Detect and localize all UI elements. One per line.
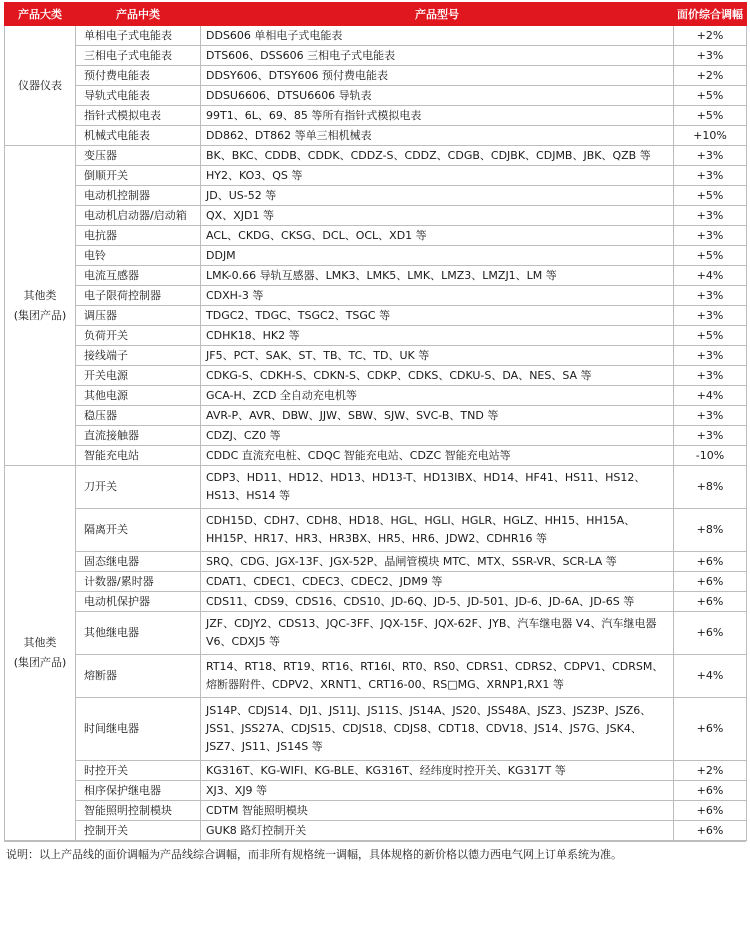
price-adjustment-cell: +3%	[674, 146, 747, 166]
product-model-cell: SRQ、CDG、JGX-13F、JGX-52P、晶闸管模块 MTC、MTX、SSR-VR、SCR-LA 等	[201, 552, 674, 572]
price-adjustment-cell: +3%	[674, 206, 747, 226]
price-adjustment-cell: +6%	[674, 612, 747, 655]
product-model-cell: DD862、DT862 等单三相机械表	[201, 126, 674, 146]
price-adjustment-cell: +4%	[674, 266, 747, 286]
product-model-cell: CDAT1、CDEC1、CDEC3、CDEC2、JDM9 等	[201, 572, 674, 592]
middle-category-cell: 接线端子	[76, 346, 201, 366]
price-adjustment-cell: +3%	[674, 366, 747, 386]
middle-category-cell: 其他继电器	[76, 612, 201, 655]
middle-category-cell: 三相电子式电能表	[76, 46, 201, 66]
product-model-cell: QX、XJD1 等	[201, 206, 674, 226]
middle-category-cell: 熔断器	[76, 655, 201, 698]
middle-category-cell: 电抗器	[76, 226, 201, 246]
product-model-cell: DDSU6606、DTSU6606 导轨表	[201, 86, 674, 106]
product-model-cell: TDGC2、TDGC、TSGC2、TSGC 等	[201, 306, 674, 326]
product-model-cell: CDXH-3 等	[201, 286, 674, 306]
table-row	[5, 106, 747, 126]
middle-category-cell: 时间继电器	[76, 698, 201, 761]
price-adjustment-cell: +4%	[674, 386, 747, 406]
table-row	[5, 246, 747, 266]
header-product-model: 产品型号	[201, 3, 674, 26]
table-row	[5, 66, 747, 86]
footnote: 说明：以上产品线的面价调幅为产品线综合调幅，而非所有规格统一调幅，具体规格的新价格以德力西电气网上订单系统为准。	[4, 841, 746, 867]
table-row	[5, 286, 747, 306]
table-row	[5, 186, 747, 206]
middle-category-cell: 电铃	[76, 246, 201, 266]
product-model-cell: CDS11、CDS9、CDS16、CDS10、JD-6Q、JD-5、JD-501、JD-6、JD-6A、JD-6S 等	[201, 592, 674, 612]
product-model-cell: JF5、PCT、SAK、ST、TB、TC、TD、UK 等	[201, 346, 674, 366]
price-adjustment-cell: +5%	[674, 246, 747, 266]
middle-category-cell: 机械式电能表	[76, 126, 201, 146]
product-model-cell: HY2、KO3、QS 等	[201, 166, 674, 186]
category-cell	[5, 466, 76, 841]
table-row	[5, 509, 747, 552]
middle-category-cell: 隔离开关	[76, 509, 201, 552]
price-adjustment-cell: +3%	[674, 46, 747, 66]
price-adjustment-cell: +3%	[674, 166, 747, 186]
price-adjustment-cell: +4%	[674, 655, 747, 698]
middle-category-cell: 时控开关	[76, 761, 201, 781]
category-label: 其他类	[23, 288, 57, 302]
product-model-cell: DDJM	[201, 246, 674, 266]
table-row	[5, 146, 747, 166]
middle-category-cell: 直流接触器	[76, 426, 201, 446]
middle-category-cell: 电流互感器	[76, 266, 201, 286]
table-row	[5, 26, 747, 46]
table-row	[5, 612, 747, 655]
middle-category-cell: 单相电子式电能表	[76, 26, 201, 46]
table-row	[5, 821, 747, 841]
middle-category-cell: 智能照明控制模块	[76, 801, 201, 821]
price-adjustment-document	[4, 2, 746, 867]
price-adjustment-cell: +6%	[674, 821, 747, 841]
table-row	[5, 446, 747, 466]
middle-category-cell: 电子限荷控制器	[76, 286, 201, 306]
table-row	[5, 801, 747, 821]
product-model-cell: DDSY606、DTSY606 预付费电能表	[201, 66, 674, 86]
product-model-cell: KG316T、KG-WIFI、KG-BLE、KG316T、经纬度时控开关、KG317T 等	[201, 761, 674, 781]
product-model-cell: CDTM 智能照明模块	[201, 801, 674, 821]
product-model-cell: CDP3、HD11、HD12、HD13、HD13-T、HD13IBX、HD14、HF41、HS11、HS12、HS13、HS14 等	[201, 466, 674, 509]
table-row	[5, 761, 747, 781]
product-model-cell: XJ3、XJ9 等	[201, 781, 674, 801]
table-row	[5, 572, 747, 592]
product-model-cell: CDKG-S、CDKH-S、CDKN-S、CDKP、CDKS、CDKU-S、DA、NES、SA 等	[201, 366, 674, 386]
product-model-cell: CDHK18、HK2 等	[201, 326, 674, 346]
middle-category-cell: 固态继电器	[76, 552, 201, 572]
table-row	[5, 166, 747, 186]
product-model-cell: JD、US-52 等	[201, 186, 674, 206]
price-adjustment-cell: +3%	[674, 426, 747, 446]
price-adjustment-cell: +2%	[674, 761, 747, 781]
middle-category-cell: 相序保护继电器	[76, 781, 201, 801]
middle-category-cell: 变压器	[76, 146, 201, 166]
middle-category-cell: 电动机控制器	[76, 186, 201, 206]
category-cell	[5, 146, 76, 466]
price-adjustment-cell: +3%	[674, 306, 747, 326]
table-row	[5, 698, 747, 761]
table-row	[5, 592, 747, 612]
header-category: 产品大类	[5, 3, 76, 26]
price-adjustment-cell: +5%	[674, 86, 747, 106]
price-adjustment-cell: +8%	[674, 509, 747, 552]
category-label: (集团产品)	[13, 656, 67, 669]
middle-category-cell: 倒顺开关	[76, 166, 201, 186]
product-model-cell: CDH15D、CDH7、CDH8、HD18、HGL、HGLI、HGLR、HGLZ、HH15、HH15A、HH15P、HR17、HR3、HR3BX、HR5、HR6、JDW2、CDHR16 等	[201, 509, 674, 552]
category-cell	[5, 26, 76, 146]
price-adjustment-cell: +3%	[674, 346, 747, 366]
price-adjustment-cell: +3%	[674, 226, 747, 246]
table-row	[5, 426, 747, 446]
header-middle-category: 产品中类	[76, 3, 201, 26]
table-row	[5, 306, 747, 326]
product-model-cell: CDDC 直流充电桩、CDQC 智能充电站、CDZC 智能充电站等	[201, 446, 674, 466]
table-row	[5, 552, 747, 572]
product-model-cell: DTS606、DSS606 三相电子式电能表	[201, 46, 674, 66]
table-row	[5, 126, 747, 146]
product-model-cell: 99T1、6L、69、85 等所有指针式模拟电表	[201, 106, 674, 126]
middle-category-cell: 指针式模拟电表	[76, 106, 201, 126]
product-model-cell: GUK8 路灯控制开关	[201, 821, 674, 841]
price-adjustment-cell: +6%	[674, 572, 747, 592]
price-adjustment-cell: +5%	[674, 326, 747, 346]
middle-category-cell: 刀开关	[76, 466, 201, 509]
table-row	[5, 86, 747, 106]
price-adjustment-cell: +6%	[674, 801, 747, 821]
middle-category-cell: 导轨式电能表	[76, 86, 201, 106]
price-adjustment-cell: +5%	[674, 106, 747, 126]
table-row	[5, 466, 747, 509]
table-row	[5, 226, 747, 246]
price-adjustment-cell: +2%	[674, 66, 747, 86]
table-body	[5, 26, 747, 841]
table-header-row	[5, 3, 747, 26]
price-adjustment-cell: +6%	[674, 592, 747, 612]
middle-category-cell: 稳压器	[76, 406, 201, 426]
middle-category-cell: 开关电源	[76, 366, 201, 386]
product-model-cell: BK、BKC、CDDB、CDDK、CDDZ-S、CDDZ、CDGB、CDJBK、CDJMB、JBK、QZB 等	[201, 146, 674, 166]
middle-category-cell: 负荷开关	[76, 326, 201, 346]
product-model-cell: RT14、RT18、RT19、RT16、RT16I、RT0、RS0、CDRS1、CDRS2、CDPV1、CDRSM、熔断器附件、CDPV2、XRNT1、CRT16-00、RS□MG、XRNP1,RX1 等	[201, 655, 674, 698]
price-adjustment-cell: +8%	[674, 466, 747, 509]
table-row	[5, 655, 747, 698]
product-model-cell: CDZJ、CZ0 等	[201, 426, 674, 446]
table-row	[5, 206, 747, 226]
category-label: (集团产品)	[13, 308, 67, 322]
product-model-cell: DDS606 单相电子式电能表	[201, 26, 674, 46]
middle-category-cell: 调压器	[76, 306, 201, 326]
category-label: 其他类	[23, 636, 57, 649]
category-label: 仪器仪表	[18, 78, 62, 92]
product-model-cell: GCA-H、ZCD 全自动充电机等	[201, 386, 674, 406]
middle-category-cell: 预付费电能表	[76, 66, 201, 86]
table-row	[5, 266, 747, 286]
price-adjustment-cell: +6%	[674, 552, 747, 572]
table-row	[5, 46, 747, 66]
middle-category-cell: 其他电源	[76, 386, 201, 406]
table-row	[5, 366, 747, 386]
price-adjustment-cell: +3%	[674, 406, 747, 426]
middle-category-cell: 控制开关	[76, 821, 201, 841]
price-adjustment-table	[4, 2, 747, 841]
middle-category-cell: 电动机启动器/启动箱	[76, 206, 201, 226]
middle-category-cell: 计数器/累时器	[76, 572, 201, 592]
price-adjustment-cell: -10%	[674, 446, 747, 466]
price-adjustment-cell: +6%	[674, 698, 747, 761]
product-model-cell: JS14P、CDJS14、DJ1、JS11J、JS11S、JS14A、JS20、JSS48A、JSZ3、JSZ3P、JSZ6、JSS1、JSS27A、CDJS15、CDJS18、CDJS8、CDT18、CDV18、JS14、JS7G、JSK4、JSZ7、JS11、JS14S 等	[201, 698, 674, 761]
product-model-cell: JZF、CDJY2、CDS13、JQC-3FF、JQX-15F、JQX-62F、JYB、汽车继电器 V4、汽车继电器 V6、CDXJ5 等	[201, 612, 674, 655]
price-adjustment-cell: +2%	[674, 26, 747, 46]
middle-category-cell: 智能充电站	[76, 446, 201, 466]
price-adjustment-cell: +10%	[674, 126, 747, 146]
price-adjustment-cell: +3%	[674, 286, 747, 306]
price-adjustment-cell: +6%	[674, 781, 747, 801]
table-row	[5, 386, 747, 406]
header-price-adjustment: 面价综合调幅	[674, 3, 747, 26]
table-row	[5, 781, 747, 801]
product-model-cell: ACL、CKDG、CKSG、DCL、OCL、XD1 等	[201, 226, 674, 246]
price-adjustment-cell: +5%	[674, 186, 747, 206]
product-model-cell: AVR-P、AVR、DBW、JJW、SBW、SJW、SVC-B、TND 等	[201, 406, 674, 426]
product-model-cell: LMK-0.66 导轨互感器、LMK3、LMK5、LMK、LMZ3、LMZJ1、LM 等	[201, 266, 674, 286]
middle-category-cell: 电动机保护器	[76, 592, 201, 612]
table-row	[5, 346, 747, 366]
table-row	[5, 406, 747, 426]
table-row	[5, 326, 747, 346]
